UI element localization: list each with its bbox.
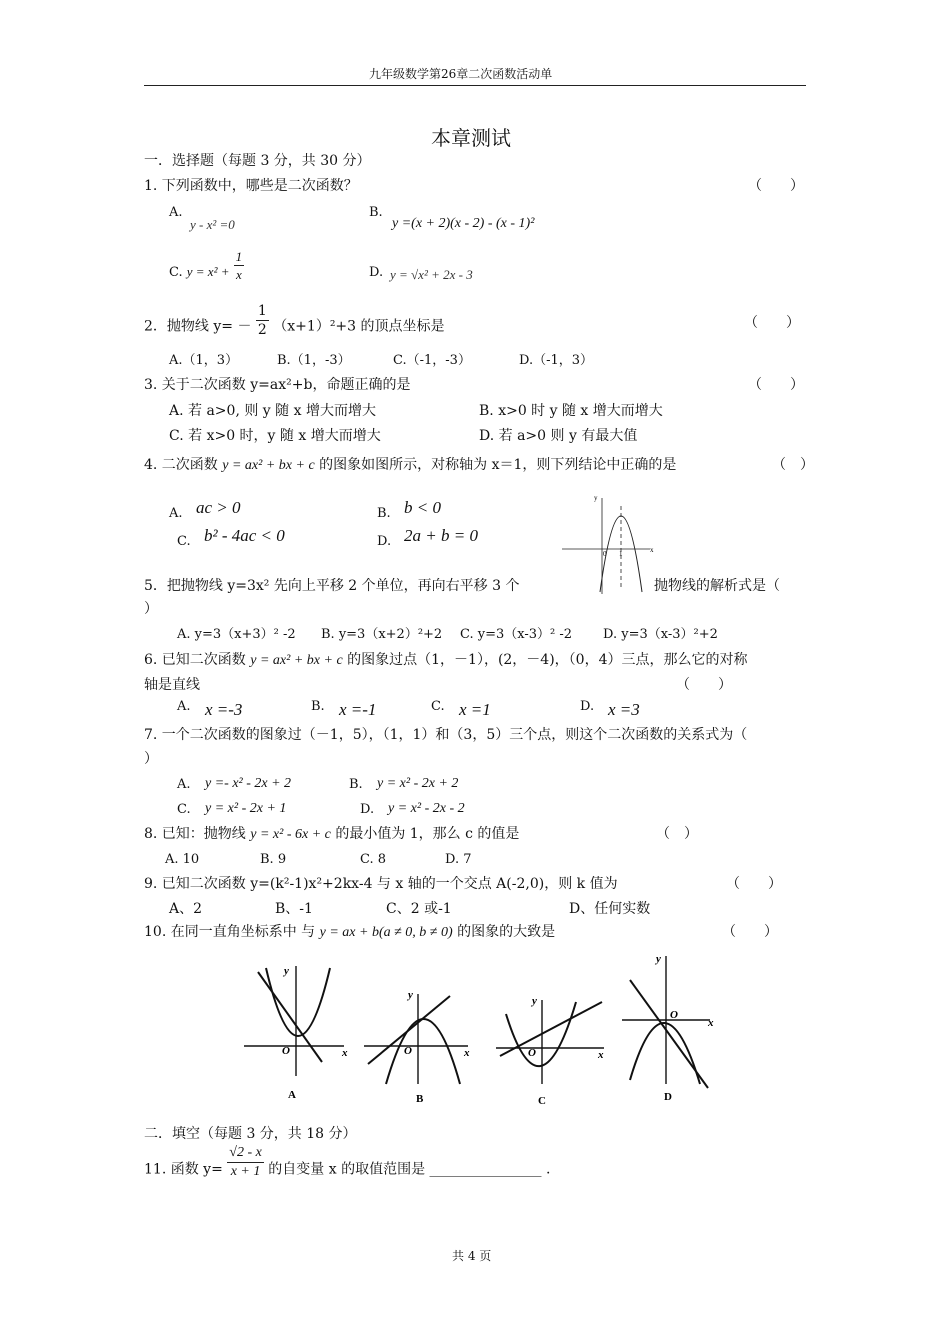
q4-option-b: b < 0	[404, 498, 441, 517]
q10-graph-d-origin: O	[670, 1009, 678, 1021]
q8-stem-b: 的最小值为 1，那么 c 的值是	[335, 826, 520, 842]
q6-expr: y = ax² + bx + c	[250, 653, 343, 668]
q11-end: .	[545, 1161, 551, 1178]
q5-option-d: D. y=3（x-3）²+2	[603, 627, 718, 642]
q10-graph-c-y-label: y	[532, 995, 537, 1007]
q2-option-d: D.（-1，3）	[519, 353, 594, 368]
q6-option-b-label: B.	[311, 699, 325, 714]
q7-option-b-label: B.	[349, 777, 363, 792]
q5-option-b: B. y=3（x+2）²+2	[321, 627, 443, 642]
q1-option-c-label-text: C.	[169, 265, 183, 280]
q4-graph	[560, 492, 660, 596]
q10-stem	[144, 923, 555, 942]
q3-option-d: D. 若 a>0 则 y 有最大值	[479, 428, 638, 444]
q10-graph-a	[244, 965, 348, 1101]
q8-stem-a: 8. 已知：抛物线	[144, 826, 246, 842]
q10-graph-c-origin: O	[528, 1047, 536, 1059]
q9-option-b: B、-1	[275, 901, 313, 917]
q10-graphs	[238, 944, 734, 1114]
q1-option-a-label: A.	[169, 205, 183, 220]
q10-graph-b-y-label: y	[408, 989, 413, 1001]
q10-graph-d-line	[630, 980, 708, 1088]
q8-bracket: （ ）	[656, 826, 698, 842]
q10-graph-b-caption: B	[416, 1093, 424, 1105]
q1-option-c-fraction	[234, 248, 245, 283]
q4-option-a-label: A.	[169, 506, 183, 521]
q8-option-b: B. 9	[260, 852, 287, 867]
q6-option-c-label: C.	[431, 699, 445, 714]
q11-fraction	[227, 1144, 264, 1181]
q4-stem	[144, 456, 676, 475]
q10-bracket: （ ）	[722, 924, 778, 940]
q2-option-c: C.（-1，-3）	[393, 353, 471, 368]
q7-option-c-label: C.	[177, 802, 191, 817]
q5-stem-c: ）	[144, 601, 158, 617]
q3-option-a: A. 若 a>0, 则 y 随 x 增大而增大	[169, 403, 376, 419]
q4-graph-origin: 0	[603, 550, 607, 558]
q6-option-d: x =3	[608, 700, 640, 719]
q2-stem	[144, 303, 445, 339]
q10-expr: y = ax + b(a ≠ 0, b ≠ 0)	[319, 925, 453, 940]
q10-graph-c	[496, 995, 604, 1107]
q2-fraction-den: 2	[257, 322, 267, 338]
q6-stem-a: 6. 已知二次函数	[144, 652, 246, 668]
q3-stem: 3. 关于二次函数 y=ax²+b，命题正确的是	[144, 377, 411, 393]
q4-bracket: （ ）	[772, 457, 814, 473]
q4-option-a: ac > 0	[196, 498, 241, 517]
q5-stem-b: 抛物线的解析式是（	[654, 578, 780, 594]
q4-option-d-label: D.	[377, 534, 392, 549]
q6-option-c: x =1	[459, 700, 491, 719]
q8-option-d: D. 7	[445, 852, 472, 867]
q10-graph-b	[364, 989, 470, 1105]
q1-bracket: （ ）	[748, 178, 804, 194]
q7-stem-a: 7. 一个二次函数的图象过（－1，5），（1，1）和（3，5）三个点，则这个二次函数的关系式为（	[144, 727, 748, 743]
q3-bracket: （ ）	[748, 377, 804, 393]
q6-stem	[144, 651, 748, 670]
q7-option-c: y = x² - 2x + 1	[205, 801, 287, 816]
q10-graph-a-caption: A	[288, 1089, 296, 1101]
q4-graph-x-label: x	[650, 546, 654, 554]
q2-option-a: A.（1，3）	[169, 353, 239, 368]
q10-graph-b-origin: O	[404, 1045, 412, 1057]
q1-option-d: y = √x² + 2x - 3	[390, 267, 473, 282]
q9-option-d: D、任何实数	[569, 901, 651, 917]
q10-graph-b-parabola	[386, 1019, 460, 1084]
q4-option-d: 2a + b = 0	[404, 526, 478, 545]
q7-option-d: y = x² - 2x - 2	[388, 801, 465, 816]
q10-graph-a-line	[258, 972, 322, 1062]
q10-stem-a: 10. 在同一直角坐标系中 与	[144, 924, 316, 940]
q10-graph-c-caption: C	[538, 1095, 546, 1107]
q1-option-a: y - x² =0	[190, 217, 235, 232]
q4-expr: y = ax² + bx + c	[222, 458, 315, 473]
q4-option-c: b² - 4ac < 0	[204, 526, 285, 545]
q10-graph-a-origin: O	[282, 1045, 290, 1057]
q9-stem: 9. 已知二次函数 y=(k²-1)x²+2kx-4 与 x 轴的一个交点 A(-2,0)，则 k 值为	[144, 876, 618, 892]
q1-option-b: y =(x + 2)(x - 2) - (x - 1)²	[392, 216, 535, 231]
q6-stem-b: 的图象过点（1，－1），(2，－4)，（0，4）三点，那么它的对称	[347, 652, 748, 668]
q1-option-c-label	[169, 249, 244, 283]
q5-option-c: C. y=3（x-3）² -2	[460, 627, 573, 642]
q5-option-a: A. y=3（x+3）² -2	[177, 627, 296, 642]
q9-option-a: A、2	[169, 901, 203, 917]
q8-stem	[144, 825, 519, 844]
page-footer: 共 4 页	[452, 1249, 492, 1263]
q7-stem-b: ）	[144, 751, 158, 767]
q10-graph-d-parabola	[630, 1023, 700, 1084]
q10-graph-d-y-label: y	[656, 953, 661, 965]
q4-graph-tick: 1	[619, 550, 623, 558]
page-title: 本章测试	[431, 126, 511, 150]
q10-graph-a-y-label: y	[284, 965, 289, 977]
q1-option-c-den: x	[236, 267, 242, 282]
q4-graph-y-label: y	[594, 494, 598, 502]
q4-stem-a: 4. 二次函数	[144, 457, 218, 473]
q1-option-d-label: D.	[369, 265, 384, 280]
q6-option-a-label: A.	[177, 699, 191, 714]
header-rule	[144, 85, 806, 86]
q3-option-b: B. x>0 时 y 随 x 增大而增大	[479, 403, 663, 419]
q2-stem-a: 2．抛物线 y= －	[144, 318, 252, 335]
q8-option-c: C. 8	[360, 852, 387, 867]
q10-graph-a-parabola	[266, 968, 330, 1036]
q11-stem-b: 的自变量 x 的取值范围是	[268, 1161, 426, 1178]
q10-graph-a-x-label: x	[342, 1047, 348, 1059]
q2-stem-b: （x+1）²+3 的顶点坐标是	[273, 318, 445, 335]
q6-option-b: x =-1	[339, 700, 377, 719]
q2-fraction-num: 1	[257, 303, 267, 319]
section1-heading: 一．选择题（每题 3 分，共 30 分）	[144, 153, 371, 169]
q2-bracket: （ ）	[744, 315, 800, 331]
q6-stem-c: 轴是直线	[144, 677, 200, 693]
q9-option-c: C、2 或-1	[386, 901, 452, 917]
q7-option-b: y = x² - 2x + 2	[377, 776, 459, 791]
q1-option-b-label: B.	[369, 205, 383, 220]
page-header: 九年级数学第26章二次函数活动单	[369, 67, 553, 81]
q9-bracket: （ ）	[726, 876, 782, 892]
q11-answer-blank[interactable]: ________________	[429, 1161, 542, 1178]
q11-fraction-den: x + 1	[230, 1164, 261, 1179]
q10-graph-c-x-label: x	[598, 1049, 604, 1061]
section2-heading: 二．填空（每题 3 分，共 18 分）	[144, 1126, 357, 1142]
q3-option-c: C. 若 x>0 时，y 随 x 增大而增大	[169, 428, 381, 444]
q8-expr: y = x² - 6x + c	[250, 827, 331, 842]
q11-fraction-num: √2 - x	[227, 1144, 264, 1163]
q11-stem	[144, 1145, 551, 1181]
q6-option-d-label: D.	[580, 699, 595, 714]
q4-stem-b: 的图象如图所示，对称轴为 x＝1，则下列结论中正确的是	[319, 457, 677, 473]
q10-graph-b-x-label: x	[464, 1047, 470, 1059]
q4-option-b-label: B.	[377, 506, 391, 521]
q1-option-c-expr: y = x² +	[186, 264, 230, 279]
q10-graph-d-caption: D	[664, 1091, 672, 1103]
q2-option-b: B.（1，-3）	[277, 353, 351, 368]
q10-graph-d-x-label: x	[708, 1017, 714, 1029]
q11-stem-a: 11. 函数 y=	[144, 1161, 223, 1178]
q1-option-c-num: 1	[235, 249, 243, 264]
q6-option-a: x =-3	[205, 700, 243, 719]
q5-stem-a: 5．把抛物线 y=3x² 先向上平移 2 个单位，再向右平移 3 个	[144, 578, 520, 594]
q10-stem-b: 的图象的大致是	[457, 924, 556, 940]
q7-option-a-label: A.	[177, 777, 191, 792]
q8-option-a: A. 10	[165, 852, 200, 867]
q7-option-d-label: D.	[360, 802, 375, 817]
q10-graph-d	[622, 953, 714, 1103]
q4-option-c-label: C.	[177, 534, 191, 549]
q1-stem: 1. 下列函数中，哪些是二次函数？	[144, 178, 358, 194]
q7-option-a: y =- x² - 2x + 2	[205, 776, 292, 791]
q2-fraction	[256, 302, 269, 339]
q6-bracket: （ ）	[676, 677, 732, 693]
